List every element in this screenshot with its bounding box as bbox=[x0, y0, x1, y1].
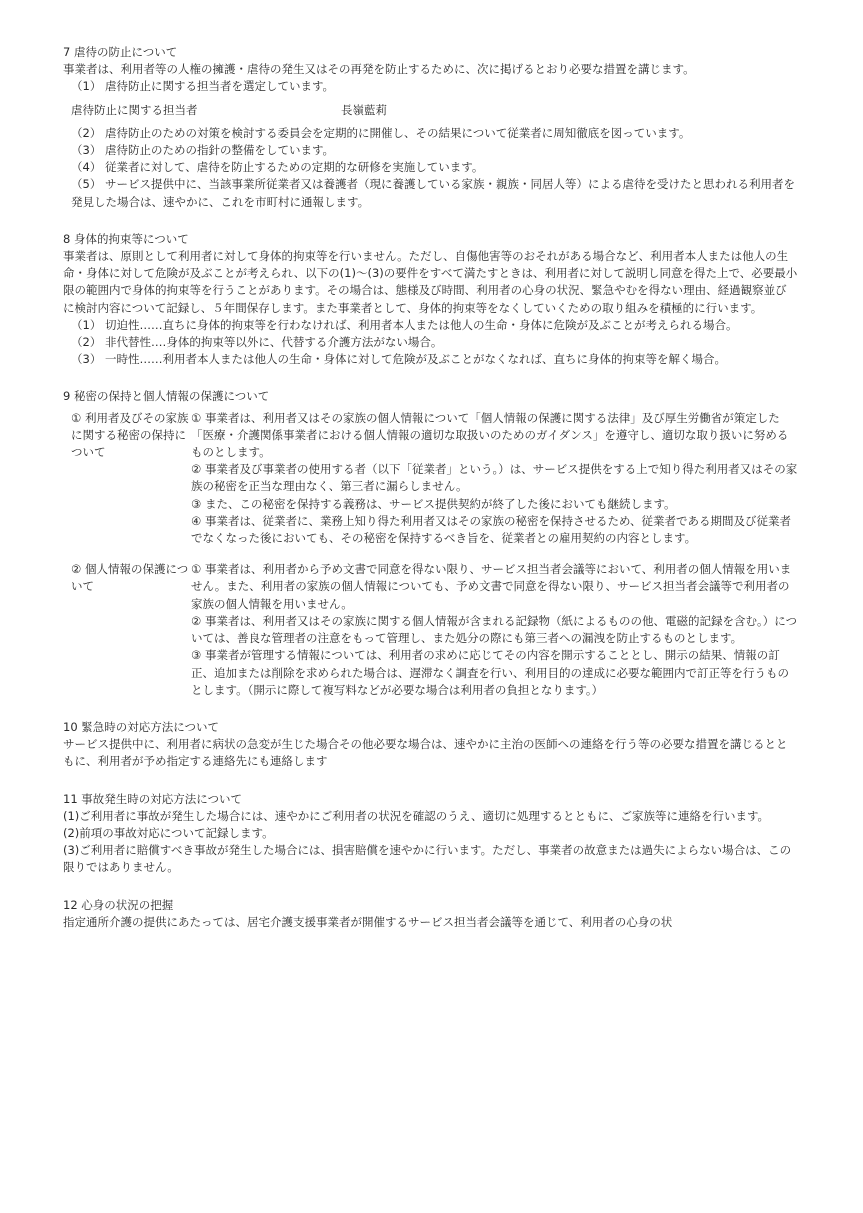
document-page bbox=[63, 44, 798, 931]
section-condition-assessment bbox=[63, 897, 798, 931]
list-item: (1)ご利用者に事故が発生した場合には、速やかにご利用者の状況を確認のうえ、適切に処理するとともに、ご家族等に連絡を行います。 bbox=[63, 808, 770, 823]
section-title: 9 秘密の保持と個人情報の保護について bbox=[63, 389, 270, 404]
list-item: （4） 従業者に対して、虐待を防止するための定期的な研修を実施しています。 bbox=[71, 160, 484, 175]
list-item: （1） 切迫性……直ちに身体的拘束等を行わなければ、利用者本人または他人の生命・身体に危険が及ぶことが考えられる場合。 bbox=[71, 317, 738, 332]
list-item: ① 事業者は、利用者又はその家族の個人情報について「個人情報の保護に関する法律」及び厚生労働省が策定した「医療・介護関係事業者における個人情報の適切な取扱いのためのガイダンス」を遵守し、適切な取り扱いに努めるものとします。 bbox=[191, 410, 789, 460]
list-item: （3） 虐待防止のための指針の整備をしています。 bbox=[71, 143, 335, 158]
section-title: 10 緊急時の対応方法について bbox=[63, 719, 220, 734]
block-label: ① 利用者及びその家族に関する秘密の保持について bbox=[71, 410, 189, 460]
confidentiality-block bbox=[63, 410, 798, 548]
section-title: 11 事故発生時の対応方法について bbox=[63, 791, 243, 806]
list-item: ③ 事業者が管理する情報については、利用者の求めに応じてその内容を開示することとし、開示の結果、情報の訂正、追加または削除を求められた場合は、遅滞なく調査を行い、利用目的の達成に必要な範囲内で訂正等を行うものとします。（開示に際して複写料などが必要な場合は利用者の負担となります。） bbox=[191, 648, 789, 697]
list-item: （1） 虐待防止に関する担当者を選定しています。 bbox=[71, 79, 335, 94]
block-label: ② 個人情報の保護について bbox=[71, 562, 189, 594]
section-physical-restraint bbox=[63, 231, 798, 369]
privacy-block bbox=[63, 561, 798, 699]
section-title: 12 心身の状況の把握 bbox=[63, 897, 174, 912]
officer-row bbox=[63, 102, 798, 119]
paragraph: 事業者は、原則として利用者に対して身体的拘束等を行いません。ただし、自傷他害等のおそれがある場合など、利用者本人または他人の生命・身体に対して危険が及ぶことが考えられ、以下の(1)～(3)の要件をすべて満たすときは、利用者に対して説明し同意を得た上で、必要最小限の範囲内で身体的拘束等を行うことがあります。その場合は、態様及び時間、利用者の心身の状況、緊急やむを得ない理由、経過観察並びに検討内容について記録し、５年間保存します。また事業者として、身体的拘束等をなくしていくための取り組みを積極的に行います。 bbox=[63, 249, 798, 315]
section-emergency bbox=[63, 719, 798, 771]
paragraph: 事業者は、利用者等の人権の擁護・虐待の発生又はその再発を防止するために、次に掲げるとおり必要な措置を講じます。 bbox=[63, 62, 695, 77]
section-confidentiality bbox=[63, 388, 798, 698]
block-body bbox=[191, 410, 798, 548]
list-item: ④ 事業者は、従業者に、業務上知り得た利用者又はその家族の秘密を保持させるため、従業者である期間及び従業者でなくなった後においても、その秘密を保持するべき旨を、従業者との雇用契約の内容とします。 bbox=[191, 513, 791, 546]
list-item: ① 事業者は、利用者から予め文書で同意を得ない限り、サービス担当者会議等において、利用者の個人情報を用いません。また、利用者の家族の個人情報についても、予め文書で同意を得ない限り、サービス担当者会議等で利用者の家族の個人情報を用いません。 bbox=[191, 562, 792, 611]
list-item: ② 事業者は、利用者又はその家族に関する個人情報が含まれる記録物（紙によるものの他、電磁的記録を含む。）については、善良な管理者の注意をもって管理し、また処分の際にも第三者への漏洩を防止するものとします。 bbox=[191, 613, 797, 646]
list-item: （2） 非代替性‥‥身体的拘束等以外に、代替する介護方法がない場合。 bbox=[71, 335, 443, 350]
block-body bbox=[191, 561, 798, 699]
officer-name: 長嶺藍莉 bbox=[341, 102, 387, 117]
paragraph: サービス提供中に、利用者に病状の急変が生じた場合その他必要な場合は、速やかに主治の医師への連絡を行う等の必要な措置を講じるとともに、利用者が予め指定する連絡先にも連絡します bbox=[63, 737, 788, 769]
list-item: (2)前項の事故対応について記録します。 bbox=[63, 825, 274, 840]
section-accident bbox=[63, 791, 798, 877]
list-item: ② 事業者及び事業者の使用する者（以下「従業者」という。）は、サービス提供をする上で知り得た利用者又はその家族の秘密を正当な理由なく、第三者に漏らしません。 bbox=[191, 462, 798, 494]
list-item: （2） 虐待防止のための対策を検討する委員会を定期的に開催し、その結果について従業者に周知徹底を図っています。 bbox=[71, 125, 691, 140]
list-item: （3） 一時性……利用者本人または他人の生命・身体に対して危険が及ぶことがなくなれば、直ちに身体的拘束等を解く場合。 bbox=[71, 352, 726, 367]
list-item: ③ また、この秘密を保持する義務は、サービス提供契約が終了した後においても継続します。 bbox=[191, 496, 676, 511]
list-item: (3)ご利用者に賠償すべき事故が発生した場合には、損害賠償を速やかに行います。ただし、事業者の故意または過失によらない場合は、この限りではありません。 bbox=[63, 843, 792, 875]
section-abuse-prevention bbox=[63, 44, 798, 211]
section-title: 7 虐待の防止について bbox=[63, 45, 178, 59]
officer-label: 虐待防止に関する担当者 bbox=[71, 102, 198, 117]
section-title: 8 身体的拘束等について bbox=[63, 231, 189, 246]
list-item: （5） サービス提供中に、当該事業所従業者又は養護者（現に養護している家族・親族・同居人等）による虐待を受けたと思われる利用者を発見した場合は、速やかに、これを市町村に通報します。 bbox=[71, 177, 795, 209]
paragraph: 指定通所介護の提供にあたっては、居宅介護支援事業者が開催するサービス担当者会議等を通じて、利用者の心身の状 bbox=[63, 914, 673, 929]
